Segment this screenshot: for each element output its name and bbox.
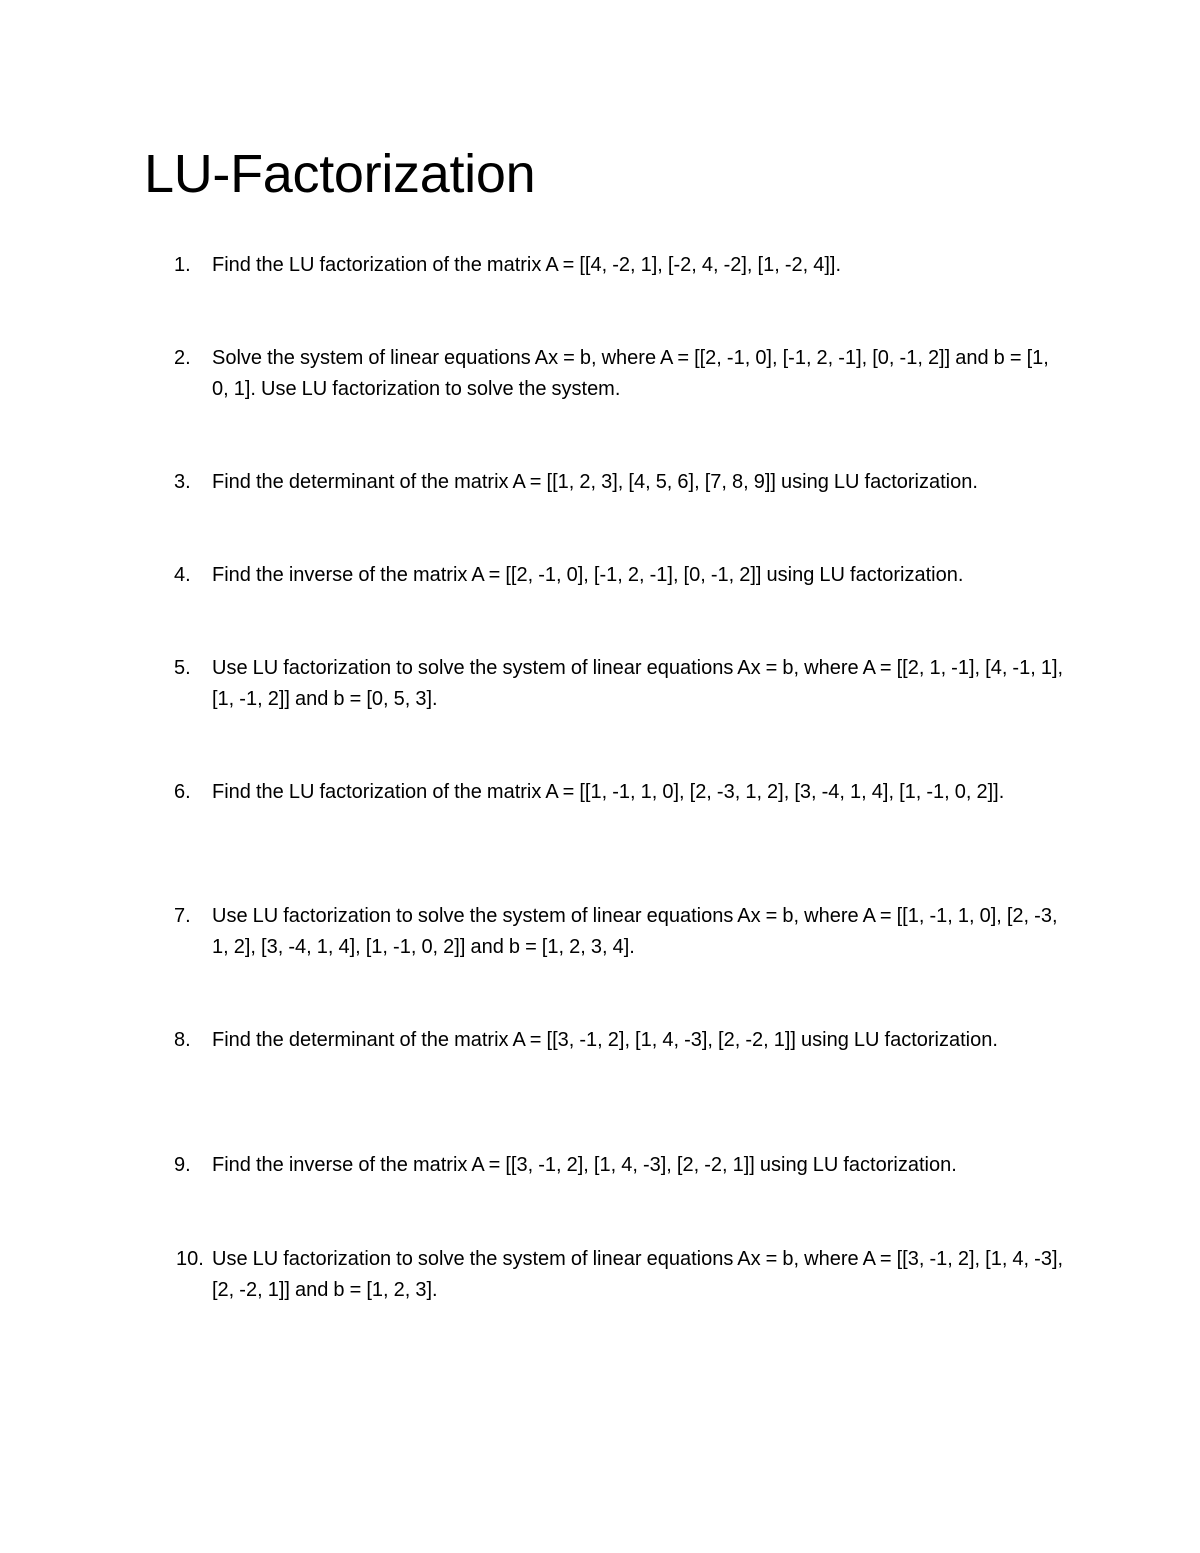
problem-text: Find the LU factorization of the matrix A = [[4, -2, 1], [-2, 4, -2], [1, -2, 4]]. (212, 254, 842, 276)
problem-number: 10. (176, 1248, 204, 1270)
problem-number: 8. (174, 1029, 191, 1051)
document-title: LU-Factorization (144, 144, 536, 204)
problem-text: Find the inverse of the matrix A = [[2, -1, 0], [-1, 2, -1], [0, -1, 2]] using LU factorization. (212, 564, 964, 586)
problem-text: Find the LU factorization of the matrix A = [[1, -1, 1, 0], [2, -3, 1, 2], [3, -4, 1, 4], [1, -1, 0, 2]]. (212, 781, 1005, 803)
problem-text: Use LU factorization to solve the system of linear equations Ax = b, where A = [[1, -1, 1, 0], [2, -3, 1, 2], [3, -4, 1, 4], [1, -1, 0, 2]] and b = [1, 2, 3, 4]. (212, 905, 1058, 958)
problem-text: Use LU factorization to solve the system of linear equations Ax = b, where A = [[2, 1, -1], [4, -1, 1], [1, -1, 2]] and b = [0, 5, 3]. (212, 657, 1064, 710)
problem-number: 9. (174, 1154, 191, 1176)
problem-text: Find the inverse of the matrix A = [[3, -1, 2], [1, 4, -3], [2, -2, 1]] using LU factorization. (212, 1154, 957, 1176)
problem-text: Solve the system of linear equations Ax = b, where A = [[2, -1, 0], [-1, 2, -1], [0, -1, 2]] and b = [1, 0, 1]. Use LU factorization to solve the system. (212, 347, 1049, 400)
problem-text: Find the determinant of the matrix A = [[3, -1, 2], [1, 4, -3], [2, -2, 1]] using LU factorization. (212, 1029, 998, 1051)
problem-number: 4. (174, 564, 191, 586)
problem-text: Use LU factorization to solve the system of linear equations Ax = b, where A = [[3, -1, 2], [1, 4, -3], [2, -2, 1]] and b = [1, 2, 3]. (212, 1248, 1064, 1301)
problem-number: 7. (174, 905, 191, 927)
problem-text: Find the determinant of the matrix A = [[1, 2, 3], [4, 5, 6], [7, 8, 9]] using LU factorization. (212, 471, 978, 493)
problem-number: 1. (174, 254, 191, 276)
problem-number: 2. (174, 347, 191, 369)
problem-number: 3. (174, 471, 191, 493)
problem-number: 5. (174, 657, 191, 679)
problem-number: 6. (174, 781, 191, 803)
